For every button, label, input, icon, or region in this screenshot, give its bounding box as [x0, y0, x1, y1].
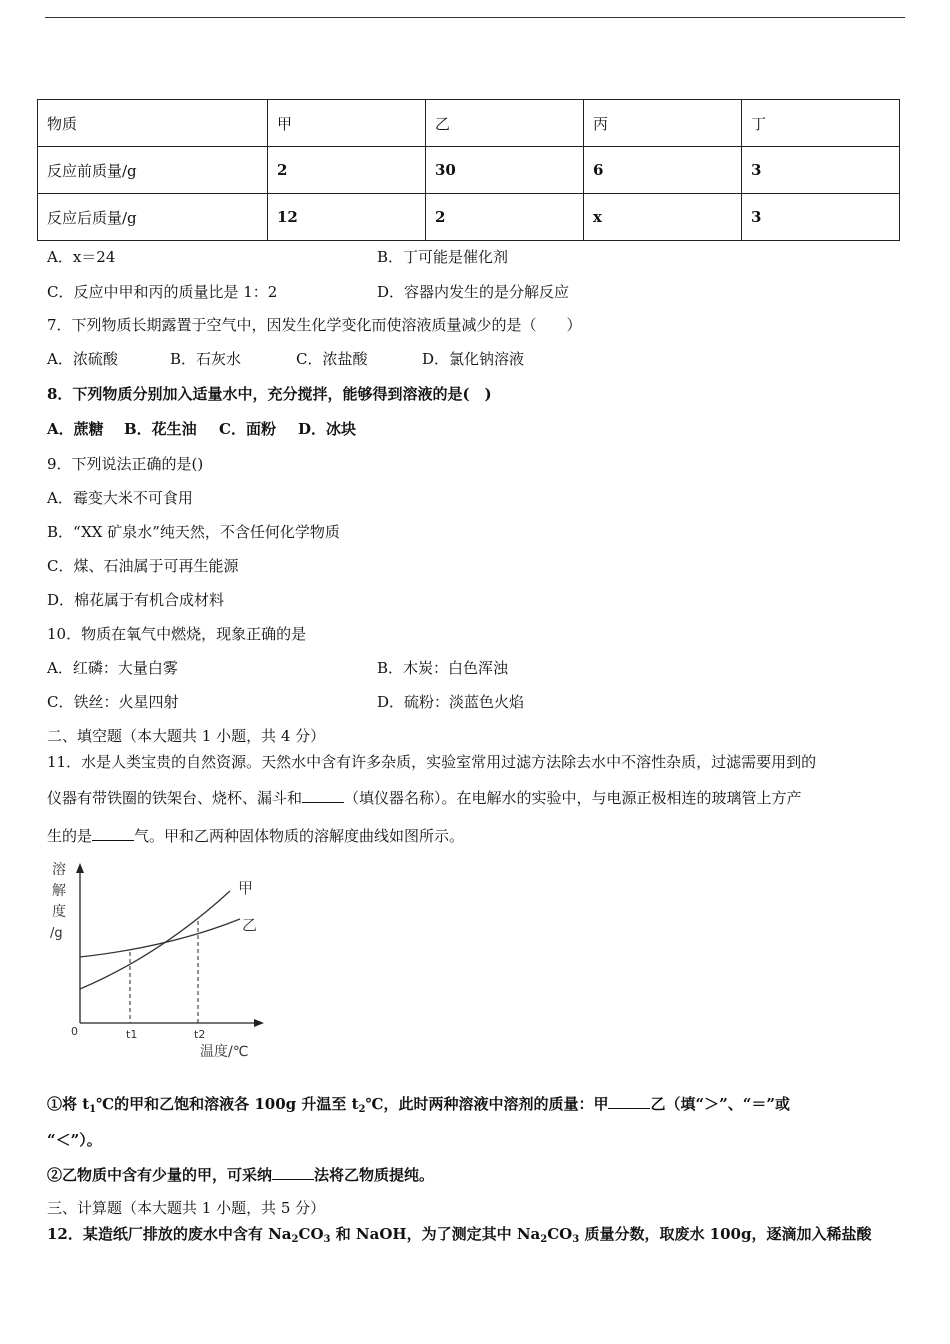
q10-option-a: A．红磷：大量白雾 — [47, 659, 178, 677]
q11-text: ℃，此时两种溶液中溶剂的质量：甲 — [365, 1095, 609, 1113]
q11-text: 仪器有带铁圈的铁架台、烧杯、漏斗和 — [47, 789, 303, 807]
table-cell: 6 — [584, 147, 742, 194]
q11-text: 法将乙物质提纯。 — [314, 1166, 435, 1184]
solubility-graph — [40, 855, 270, 1065]
q12-text: 质量分数，取废水 100g，逐滴加入稀盐酸 — [579, 1225, 872, 1243]
q11-part-1 — [47, 1093, 790, 1115]
table-cell: 反应后质量/g — [38, 194, 268, 241]
subscript: 2 — [540, 1234, 548, 1245]
q10-stem: 10．物质在氧气中燃烧，现象正确的是 — [47, 625, 307, 643]
answer-blank — [272, 1165, 314, 1180]
curve-yi — [80, 919, 240, 957]
q7-option-c: C．浓盐酸 — [296, 350, 368, 368]
table-row — [38, 147, 900, 194]
subscript: 3 — [323, 1234, 331, 1245]
table-row — [38, 194, 900, 241]
q8-option-a: A．蔗糖 — [47, 420, 104, 438]
q6-option-b: B．丁可能是催化剂 — [377, 248, 509, 266]
table-cell: x — [584, 194, 742, 241]
x-axis-arrow — [254, 1019, 264, 1027]
q12-text: 12．某造纸厂排放的废水中含有 Na — [47, 1225, 292, 1243]
q11-line-1: 11．水是人类宝贵的自然资源。天然水中含有许多杂质，实验室常用过滤方法除去水中不溶性杂质，过滤需要用到的 — [47, 753, 817, 771]
graph-origin-label: 0 — [71, 1025, 78, 1038]
q11-text: ①将 t — [47, 1095, 90, 1113]
q12-text: 和 NaOH，为了测定其中 Na — [330, 1225, 541, 1243]
q9-option-a: A．霉变大米不可食用 — [47, 489, 193, 507]
top-rule — [45, 17, 905, 18]
q11-line-2 — [47, 787, 802, 808]
q9-option-c: C．煤、石油属于可再生能源 — [47, 557, 239, 575]
table-cell: 3 — [742, 147, 900, 194]
table-cell: 2 — [268, 147, 426, 194]
t2-tick-label: t2 — [194, 1028, 206, 1041]
q11-text: 生的是 — [47, 827, 93, 845]
q6-option-d: D．容器内发生的是分解反应 — [377, 283, 570, 301]
subscript: 2 — [291, 1234, 299, 1245]
answer-blank — [92, 826, 134, 841]
q12-stem — [47, 1223, 871, 1245]
subscript: 3 — [572, 1234, 580, 1245]
y-axis-arrow — [76, 863, 84, 873]
subscript: 2 — [358, 1104, 366, 1115]
q11-text: 乙（填“＞”、“＝”或 — [650, 1095, 790, 1113]
graph-ylabel-4: /g — [50, 926, 63, 941]
graph-ylabel-1: 溶 — [52, 862, 66, 878]
q11-part-2 — [47, 1164, 434, 1185]
q11-text: （填仪器名称）。在电解水的实验中，与电源正极相连的玻璃管上方产 — [344, 789, 802, 807]
q8-option-c: C．面粉 — [219, 420, 276, 438]
q12-text: CO — [547, 1225, 573, 1243]
q10-option-b: B．木炭：白色浑浊 — [377, 659, 509, 677]
q9-option-b: B．“XX 矿泉水”纯天然，不含任何化学物质 — [47, 523, 340, 541]
table-cell: 反应前质量/g — [38, 147, 268, 194]
q7-option-b: B．石灰水 — [170, 350, 242, 368]
t1-tick-label: t1 — [126, 1028, 138, 1041]
q10-option-d: D．硫粉：淡蓝色火焰 — [377, 693, 525, 711]
q12-text: CO — [298, 1225, 324, 1243]
answer-blank — [302, 788, 344, 803]
q8-stem: 8．下列物质分别加入适量水中，充分搅拌，能够得到溶液的是( ) — [47, 385, 492, 403]
table-cell: 物质 — [38, 100, 268, 147]
table-cell: 丁 — [742, 100, 900, 147]
graph-ylabel-3: 度 — [52, 904, 66, 920]
table-cell: 12 — [268, 194, 426, 241]
q9-option-d: D．棉花属于有机合成材料 — [47, 591, 225, 609]
q7-option-a: A．浓硫酸 — [47, 350, 118, 368]
curve-yi-label: 乙 — [242, 916, 258, 934]
table-cell: 2 — [426, 194, 584, 241]
graph-ylabel-2: 解 — [52, 883, 66, 899]
graph-xlabel: 温度/℃ — [200, 1044, 249, 1060]
subscript: 1 — [89, 1104, 97, 1115]
section-heading-fill-in: 二、填空题（本大题共 1 小题，共 4 分） — [47, 727, 326, 745]
q11-text: 气。甲和乙两种固体物质的溶解度曲线如图所示。 — [134, 827, 465, 845]
mass-table — [37, 99, 900, 241]
q7-option-d: D．氯化钠溶液 — [422, 350, 525, 368]
q11-text: ②乙物质中含有少量的甲，可采纳 — [47, 1166, 273, 1184]
q11-line-3 — [47, 825, 464, 846]
table-cell: 30 — [426, 147, 584, 194]
curve-jia-label: 甲 — [238, 879, 254, 897]
q9-stem: 9．下列说法正确的是() — [47, 455, 204, 473]
q8-option-d: D．冰块 — [298, 420, 357, 438]
q6-option-a: A．x＝24 — [47, 248, 116, 266]
table-cell: 3 — [742, 194, 900, 241]
q11-text: ℃的甲和乙饱和溶液各 100g 升温至 t — [96, 1095, 359, 1113]
section-heading-calculation: 三、计算题（本大题共 1 小题，共 5 分） — [47, 1199, 326, 1217]
q7-stem: 7．下列物质长期露置于空气中，因发生化学变化而使溶液质量减少的是（ ） — [47, 316, 582, 334]
q8-option-b: B．花生油 — [124, 420, 197, 438]
q11-part-1-cont: “＜”）。 — [47, 1131, 102, 1149]
table-header-row — [38, 100, 900, 147]
answer-blank — [608, 1094, 650, 1109]
table-cell: 甲 — [268, 100, 426, 147]
q6-option-c: C．反应中甲和丙的质量比是 1：2 — [47, 283, 278, 301]
curve-jia — [80, 891, 230, 989]
q10-option-c: C．铁丝：火星四射 — [47, 693, 179, 711]
table-cell: 乙 — [426, 100, 584, 147]
table-cell: 丙 — [584, 100, 742, 147]
